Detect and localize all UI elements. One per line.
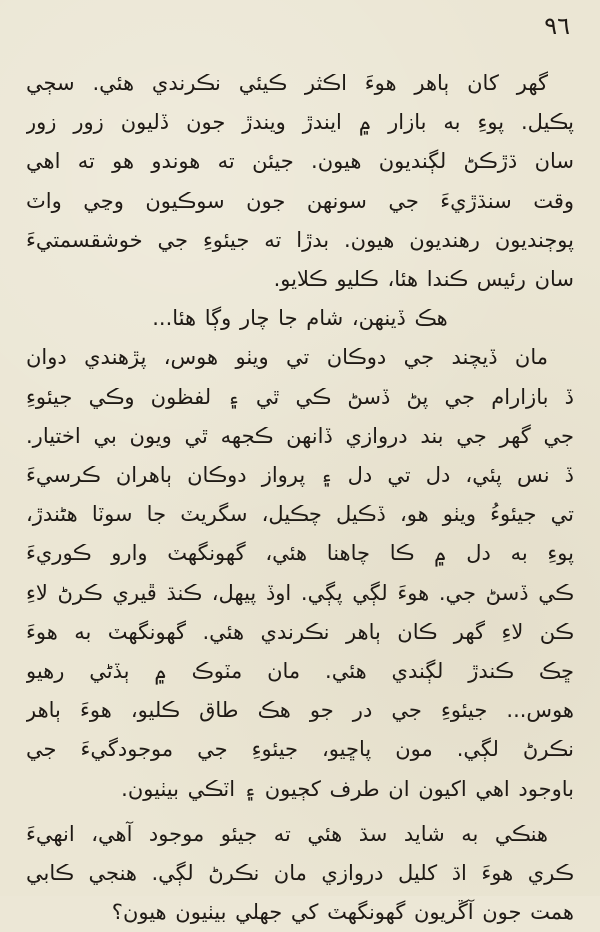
- paragraph-1: [26, 64, 574, 299]
- text-line: مان ڏيچند جي دوڪان تي ويٺو هوس، پڙهندي دوان: [26, 345, 548, 370]
- text-line: هڪ ڏينهن، شام جا چار وڳا هئا...: [152, 306, 448, 331]
- text-line: سان ڌڙڪڻ لڳنديون هيون. جيئن ته هوندو هو ته اهي: [26, 149, 574, 174]
- text-line: نڪرڻ لڳي. مون پاڇيو، جيئوءِ جي موجودگيءَ جي: [26, 737, 574, 762]
- text-line: ڏ نس پئي، دل تي دل ۽ پرواز دوڪان ٻاهران ڪرسيءَ: [26, 463, 574, 488]
- paragraph-2: [26, 299, 574, 338]
- text-line: ڏ بازارام جي پڻ ڏسڻ ڪي ٿي ۽ لفظون وڪي جيئوءِ: [26, 384, 574, 409]
- text-line: ڪي ڏسڻ جي. هوءَ لڳي پڳي. اوڏ پيهل، ڪنڌ ڦيري ڪرڻ لاءِ: [26, 580, 574, 605]
- text-line: جي گهر جي بند دروازي ڏانهن ڪجهه ٿي ويون بي اختيار.: [26, 423, 574, 448]
- text-line: ڇڪ ڪندڙ لڳندي هئي. مان مٽوڪ ۾ ٻڏڻي رهيو: [26, 659, 574, 684]
- text-line: همت جون آڱريون گهونگهٽ کي جهلي بيٺيون هيون؟: [111, 900, 574, 925]
- text-line: پوڄنديون رهنديون هيون. بدڙا ته جيئوءِ جي خوشقسمتيءَ: [26, 227, 574, 252]
- text-line: پڪيل. پوءِ به بازار ۾ ايندڙ ويندڙ جون ڏليون زور زور: [26, 110, 574, 135]
- text-line: پوءِ به دل ۾ ڪا چاهنا هئي، گهونگهٽ وارو ڪوريءَ: [26, 541, 574, 566]
- text-line: ڪن لاءِ گهر ڪان ٻاهر نڪرندي هئي. گهونگهٽ به هوءَ: [26, 619, 574, 644]
- text-line: ڪري هوءَ اڌ کليل دروازي مان نڪرڻ لڳي. هنجي ڪابي: [26, 861, 574, 886]
- text-line: تي جيئوءُ ويٺو هو، ڏڪيل چڪيل، سگريٽ جا سوٽا هڻندڙ،: [26, 502, 574, 527]
- text-line: باوجود اهي اکيون ان طرف کڄيون ۽ اٽڪي بيٺيون.: [121, 776, 574, 801]
- text-line: گهر کان ٻاهر هوءَ اڪثر ڪيئي نڪرندي هئي. سڄي: [26, 71, 548, 95]
- body-text: [26, 64, 574, 932]
- page-number: ٩٦: [544, 12, 570, 40]
- text-line: هنڪي به شايد سڌ هئي ته جيئو موجود آهي، انهيءَ: [26, 821, 548, 846]
- paragraph-4: [26, 815, 574, 932]
- text-line: وقت سنڌڙيءَ جي سونهن جون سوڪيون وڃي واٽ: [26, 188, 574, 213]
- text-line: سان رئيس ڪندا هئا، ڪليو ڪلايو.: [273, 267, 574, 292]
- paragraph-3: [26, 338, 574, 808]
- text-line: هوس... جيئوءِ جي در جو هڪ طاق ڪليو، هوءَ ٻاهر: [26, 698, 574, 723]
